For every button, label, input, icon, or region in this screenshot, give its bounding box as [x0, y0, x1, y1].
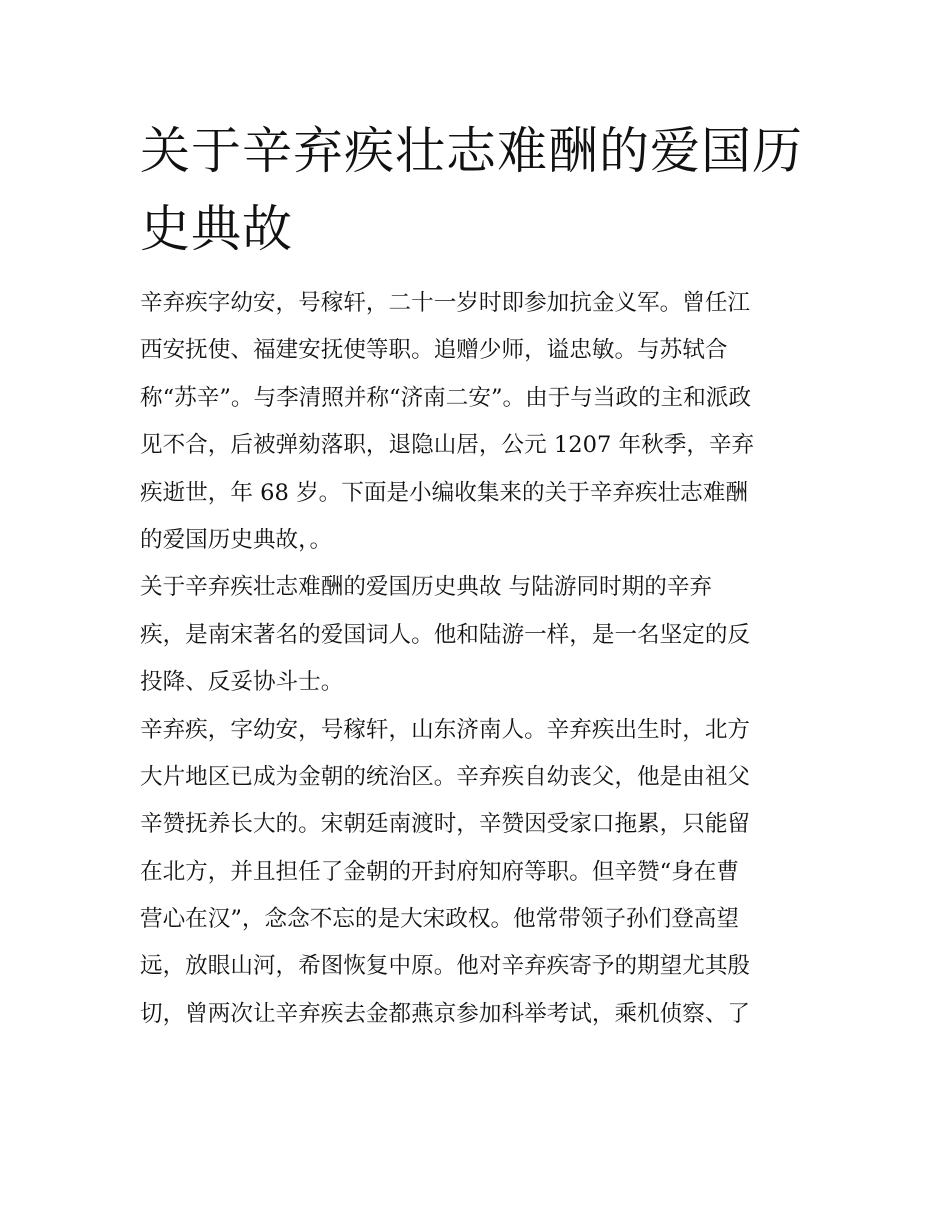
body-line: 在北方，并且担任了金朝的开封府知府等职。但辛赞“身在曹 [140, 858, 739, 885]
document-title [140, 112, 820, 268]
body-line: 见不合，后被弹劾落职，退隐山居，公元 1207 年秋季，辛弃 [140, 432, 755, 459]
body-line: 的爱国历史典故，。 [140, 526, 333, 553]
body-line: 投降、反妥协斗士。 [140, 669, 344, 696]
body-line: 疾逝世，年 68 岁。下面是小编收集来的关于辛弃疾壮志难酬 [140, 479, 748, 506]
body-line: 称“苏辛”。与李清照并称“济南二安”。由于与当政的主和派政 [140, 384, 752, 411]
body-line: 辛赞抚养长大的。宋朝廷南渡时，辛赞因受家口拖累，只能留 [140, 811, 751, 838]
body-line: 西安抚使、福建安抚使等职。追赠少师，谥忠敏。与苏轼合 [140, 337, 728, 364]
body-line: 疾，是南宋著名的爱国词人。他和陆游一样，是一名坚定的反 [140, 621, 751, 648]
body-line: 营心在汉”，念念不忘的是大宋政权。他常带领子孙们登高望 [140, 906, 739, 933]
document-body [140, 280, 820, 1038]
body-line: 切，曾两次让辛弃疾去金都燕京参加科举考试，乘机侦察、了 [140, 1000, 751, 1027]
body-line: 辛弃疾，字幼安，号稼轩，山东济南人。辛弃疾出生时，北方 [140, 716, 751, 743]
body-line: 辛弃疾字幼安，号稼轩，二十一岁时即参加抗金义军。曾任江 [140, 290, 751, 316]
title-line: 关于辛弃疾壮志难酬的爱国历 [140, 122, 803, 180]
body-line: 大片地区已成为金朝的统治区。辛弃疾自幼丧父，他是由祖父 [140, 763, 751, 790]
title-line: 史典故 [140, 200, 293, 258]
body-line: 关于辛弃疾壮志难酬的爱国历史典故 与陆游同时期的辛弃 [140, 574, 713, 601]
body-line: 远，放眼山河，希图恢复中原。他对辛弃疾寄予的期望尤其殷 [140, 953, 751, 980]
